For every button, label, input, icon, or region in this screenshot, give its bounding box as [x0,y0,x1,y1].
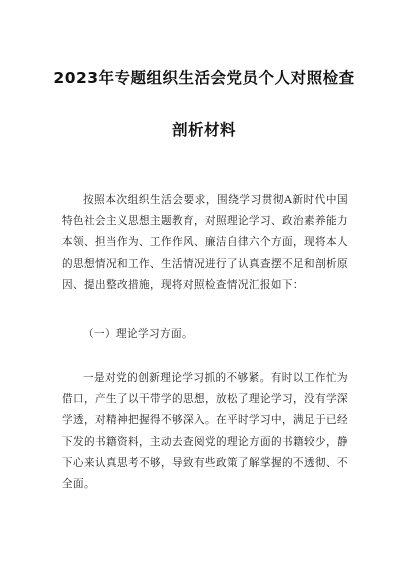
document-title-line-1: 2023年专题组织生活会党员个人对照检查 [53,69,355,87]
document-title-line-2: 剖析材料 [171,121,236,139]
section-heading-theory-study: （一）理论学习方面。 [83,328,193,340]
intro-paragraph: 按照本次组织生活会要求，围绕学习贯彻A新时代中国特色社会主义思想主题教育，对照理论学习、政治素养能力本领、担当作为、工作作风、廉洁自律六个方面，现将本人的思想情况和工作、生活情况进行了认真查摆不足和剖析原因、提出整改措施，现将对照检查情况汇报如下： [62,194,348,291]
theory-study-paragraph: 一是对党的创新理论学习抓的不够紧。有时以工作忙为借口，产生了以干带学的思想，放松了理论学习，没有学深学透，对精神把握得不够深入。在平时学习中，满足于已经下发的书籍资料，主动去查阅党的理论方面的书籍较少，静下心来认真思考不够，导致有些政策了解掌握的不透彻、不全面。 [62,372,348,491]
